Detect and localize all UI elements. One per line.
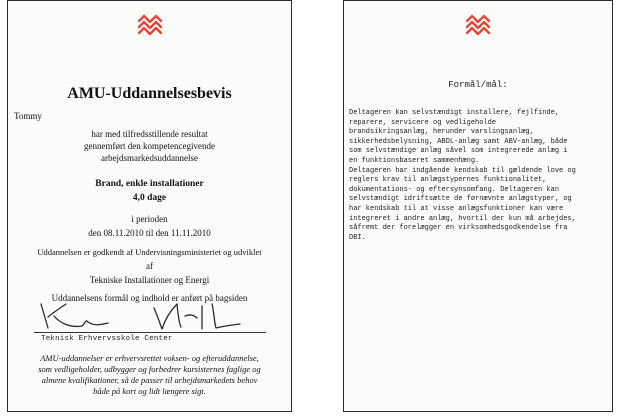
purpose-note: Uddannelsens formål og indhold er anført på bagsiden — [51, 293, 248, 303]
purpose-line: reparere, servicere og vedligeholde — [349, 118, 497, 127]
purpose-line: sikkerhedsbelysning, ABDL-anlæg samt ABV-anlæg, både — [349, 137, 568, 146]
purpose-line: en funktionsbaseret sammenhæng. — [349, 156, 480, 165]
period-label: i perioden — [131, 214, 168, 224]
purpose-line: har kendskab til at visse anlægsfunktioner kan være — [349, 204, 564, 213]
approval-af: af — [146, 261, 153, 271]
footer-line: både på kort og lidt længere sigt. — [93, 386, 206, 396]
intro-line: gennemført den kompetencegivende — [84, 141, 215, 151]
footer-text — [8, 353, 291, 397]
footer-line: AMU-uddannelser er erhvervsrettet voksen- og efteruddannelse, — [40, 353, 259, 363]
purpose-line: brandsikringsanlæg, herunder varslingsanlæg, — [349, 128, 534, 137]
school-name: Teknisk Erhvervsskole Center — [41, 335, 173, 343]
approval-text: Uddannelsen er godkendt af Undervisningsministeriet og udviklet — [37, 247, 262, 257]
intro-text — [8, 128, 291, 164]
purpose-line: Deltageren har indgående kendskab til gældende love og — [349, 166, 576, 175]
recipient-name: Tommy — [14, 111, 42, 121]
logo-icon — [464, 11, 492, 39]
purpose-line: som selvstændige anlæg såvel som integrerede anlæg i — [349, 147, 568, 156]
institution-name: Tekniske Installationer og Energi — [89, 275, 210, 285]
intro-line: har med tilfredsstillende resultat — [91, 129, 208, 139]
certificate-back-page — [343, 0, 613, 412]
purpose-line: selvstændigt idriftsætte de førnævnte anlægstyper, og — [349, 195, 572, 204]
purpose-body — [349, 109, 576, 243]
course-name: Brand, enkle installationer — [95, 179, 204, 189]
certificate-front-page — [7, 0, 292, 412]
purpose-line: DBI. — [349, 233, 366, 242]
purpose-line: dokumentations- og eftersynsomfang. Deltageren kan — [349, 185, 560, 194]
signature-line — [34, 332, 266, 333]
signature — [36, 299, 251, 333]
purpose-line: såfremt der forelægger en virksomhedsgodkendelse fra — [349, 224, 568, 233]
purpose-heading: Formål/mål: — [448, 80, 508, 90]
purpose-line: Deltageren kan selvstændigt installere, fejlfinde, — [349, 109, 560, 117]
purpose-line: reglers krav til anlægstypernes funktionalitet, — [349, 176, 547, 185]
footer-line: almene kvalifikationer, så de passer til arbejdsmarkedets behov — [41, 375, 258, 385]
period-dates: den 08.11.2010 til den 11.11.2010 — [88, 228, 211, 238]
footer-line: som vedligeholder, udbygger og forbedrer kursisternes faglige og — [38, 364, 261, 374]
intro-line: arbejdsmarkedsuddannelse — [101, 153, 198, 163]
certificate-title: AMU-Uddannelsesbevis — [67, 85, 232, 102]
purpose-line: integreret i andre anlæg, hvortil der kun må arbejdes, — [349, 214, 576, 223]
logo-icon — [136, 11, 164, 39]
course-duration: 4,0 dage — [132, 193, 167, 203]
